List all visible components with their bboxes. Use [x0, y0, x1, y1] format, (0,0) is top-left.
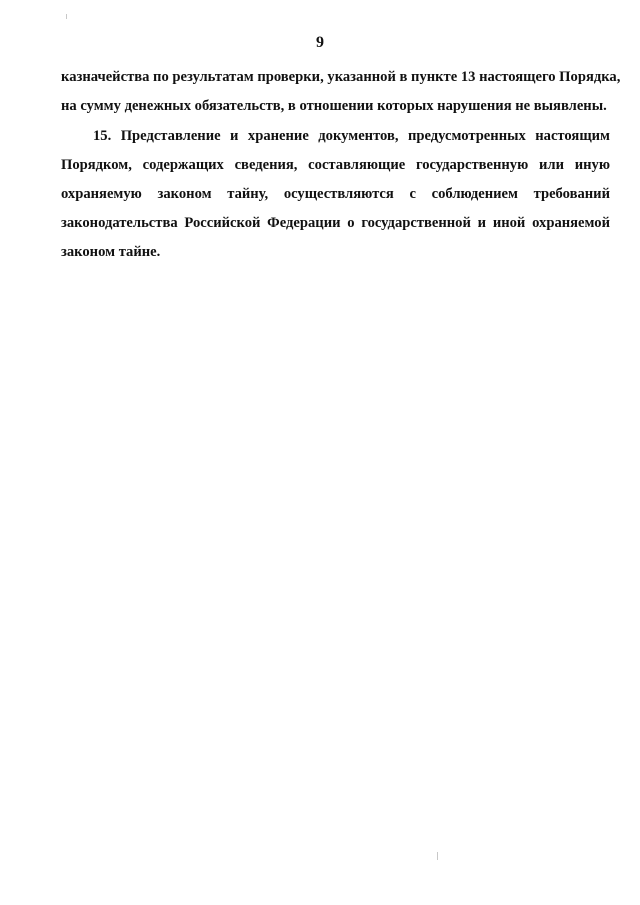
- text-line: на сумму денежных обязательств, в отношении которых нарушения не выявлены.: [61, 98, 607, 114]
- text-line: законом тайне.: [61, 244, 161, 260]
- text-line: охраняемую законом тайну, осуществляются с соблюдением требований: [61, 186, 610, 202]
- text-line: казначейства по результатам проверки, указанной в пункте 13 настоящего Порядка,: [61, 69, 621, 85]
- scan-artifact: [437, 852, 438, 860]
- text-line: Порядком, содержащих сведения, составляющие государственную или иную: [61, 157, 610, 173]
- scan-artifact: [66, 14, 67, 19]
- page-number: 9: [316, 34, 324, 51]
- text-line: законодательства Российской Федерации о государственной и иной охраняемой: [61, 215, 610, 231]
- paragraph-first-line: 15. Представление и хранение документов, предусмотренных настоящим: [93, 128, 610, 144]
